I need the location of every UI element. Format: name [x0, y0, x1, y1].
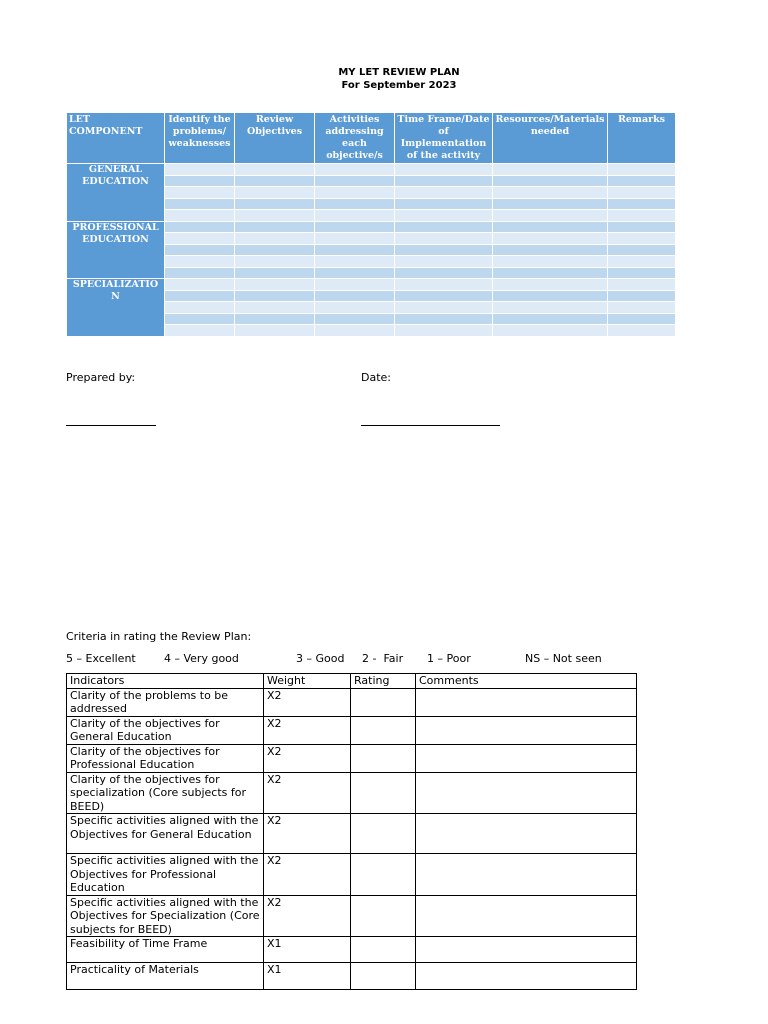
- weight-cell: X2: [264, 772, 351, 814]
- table-row: [67, 716, 637, 744]
- rating-cell[interactable]: [351, 814, 416, 854]
- comments-cell[interactable]: [416, 854, 637, 896]
- table-row: [67, 279, 676, 291]
- scale-fair: 2 - Fair: [362, 652, 404, 665]
- weight-cell: X2: [264, 688, 351, 716]
- page-subtitle: For September 2023: [341, 80, 457, 91]
- header-resources: Resources/Materials needed: [493, 113, 608, 164]
- weight-cell: X2: [264, 716, 351, 744]
- indicator-cell: Clarity of the objectives for Professional Education: [67, 744, 264, 772]
- header-problems: Identify the problems/ weaknesses: [165, 113, 235, 164]
- weight-cell: X1: [264, 963, 351, 990]
- indicator-cell: Feasibility of Time Frame: [67, 937, 264, 963]
- rating-cell[interactable]: [351, 744, 416, 772]
- comments-cell[interactable]: [416, 688, 637, 716]
- table-row: [67, 937, 637, 963]
- table-row: [67, 963, 637, 990]
- table-row: [67, 744, 637, 772]
- header-comments: Comments: [416, 674, 637, 689]
- comments-cell[interactable]: [416, 744, 637, 772]
- table-row: [67, 814, 637, 854]
- table-row: [67, 895, 637, 937]
- table-row: [67, 688, 637, 716]
- table-row: [67, 164, 676, 176]
- scale-excellent: 5 – Excellent: [66, 652, 136, 665]
- prepared-by-label: Prepared by:: [66, 371, 136, 384]
- scale-poor: 1 – Poor: [427, 652, 471, 665]
- weight-cell: X2: [264, 895, 351, 937]
- header-activities: Activities addressing each objective/s: [315, 113, 395, 164]
- component-general-education: GENERAL EDUCATION: [67, 164, 165, 222]
- header-weight: Weight: [264, 674, 351, 689]
- indicator-cell: Practicality of Materials: [67, 963, 264, 990]
- comments-cell[interactable]: [416, 772, 637, 814]
- header-remarks: Remarks: [608, 113, 676, 164]
- header-indicators: Indicators: [67, 674, 264, 689]
- weight-cell: X2: [264, 814, 351, 854]
- prepared-by-signature-line: [66, 425, 156, 426]
- date-label: Date:: [361, 371, 391, 384]
- indicator-cell: Specific activities aligned with the Objectives for Specialization (Core subjects for BEED): [67, 895, 264, 937]
- component-professional-education: PROFESSIONAL EDUCATION: [67, 221, 165, 279]
- comments-cell[interactable]: [416, 814, 637, 854]
- date-signature-line: [361, 425, 500, 426]
- comments-cell[interactable]: [416, 716, 637, 744]
- plan-header-row: [67, 113, 676, 164]
- table-row: [67, 772, 637, 814]
- weight-cell: X1: [264, 937, 351, 963]
- comments-cell[interactable]: [416, 895, 637, 937]
- rating-cell[interactable]: [351, 937, 416, 963]
- header-objectives: Review Objectives: [235, 113, 315, 164]
- criteria-table: [66, 673, 637, 990]
- rating-cell[interactable]: [351, 895, 416, 937]
- indicator-cell: Specific activities aligned with the Objectives for Professional Education: [67, 854, 264, 896]
- title-block: [0, 66, 768, 92]
- rating-cell[interactable]: [351, 854, 416, 896]
- component-specialization: SPECIALIZATIO N: [67, 279, 165, 337]
- weight-cell: X2: [264, 854, 351, 896]
- rating-cell[interactable]: [351, 772, 416, 814]
- rating-cell[interactable]: [351, 963, 416, 990]
- rating-cell[interactable]: [351, 716, 416, 744]
- table-row: [67, 221, 676, 233]
- review-plan-table: [66, 112, 676, 337]
- table-row: [67, 854, 637, 896]
- scale-not-seen: NS – Not seen: [525, 652, 602, 665]
- scale-very-good: 4 – Very good: [164, 652, 239, 665]
- rating-cell[interactable]: [351, 688, 416, 716]
- indicator-cell: Specific activities aligned with the Objectives for General Education: [67, 814, 264, 854]
- header-let-component: LET COMPONENT: [67, 113, 165, 164]
- header-rating: Rating: [351, 674, 416, 689]
- indicator-cell: Clarity of the objectives for specialization (Core subjects for BEED): [67, 772, 264, 814]
- weight-cell: X2: [264, 744, 351, 772]
- page-title: MY LET REVIEW PLAN: [338, 67, 460, 78]
- indicator-cell: Clarity of the problems to be addressed: [67, 688, 264, 716]
- scale-good: 3 – Good: [296, 652, 345, 665]
- header-time-frame: Time Frame/Date of Implementation of the activity: [395, 113, 493, 164]
- criteria-header-row: [67, 674, 637, 689]
- comments-cell[interactable]: [416, 963, 637, 990]
- indicator-cell: Clarity of the objectives for General Education: [67, 716, 264, 744]
- criteria-intro: Criteria in rating the Review Plan:: [66, 630, 252, 643]
- comments-cell[interactable]: [416, 937, 637, 963]
